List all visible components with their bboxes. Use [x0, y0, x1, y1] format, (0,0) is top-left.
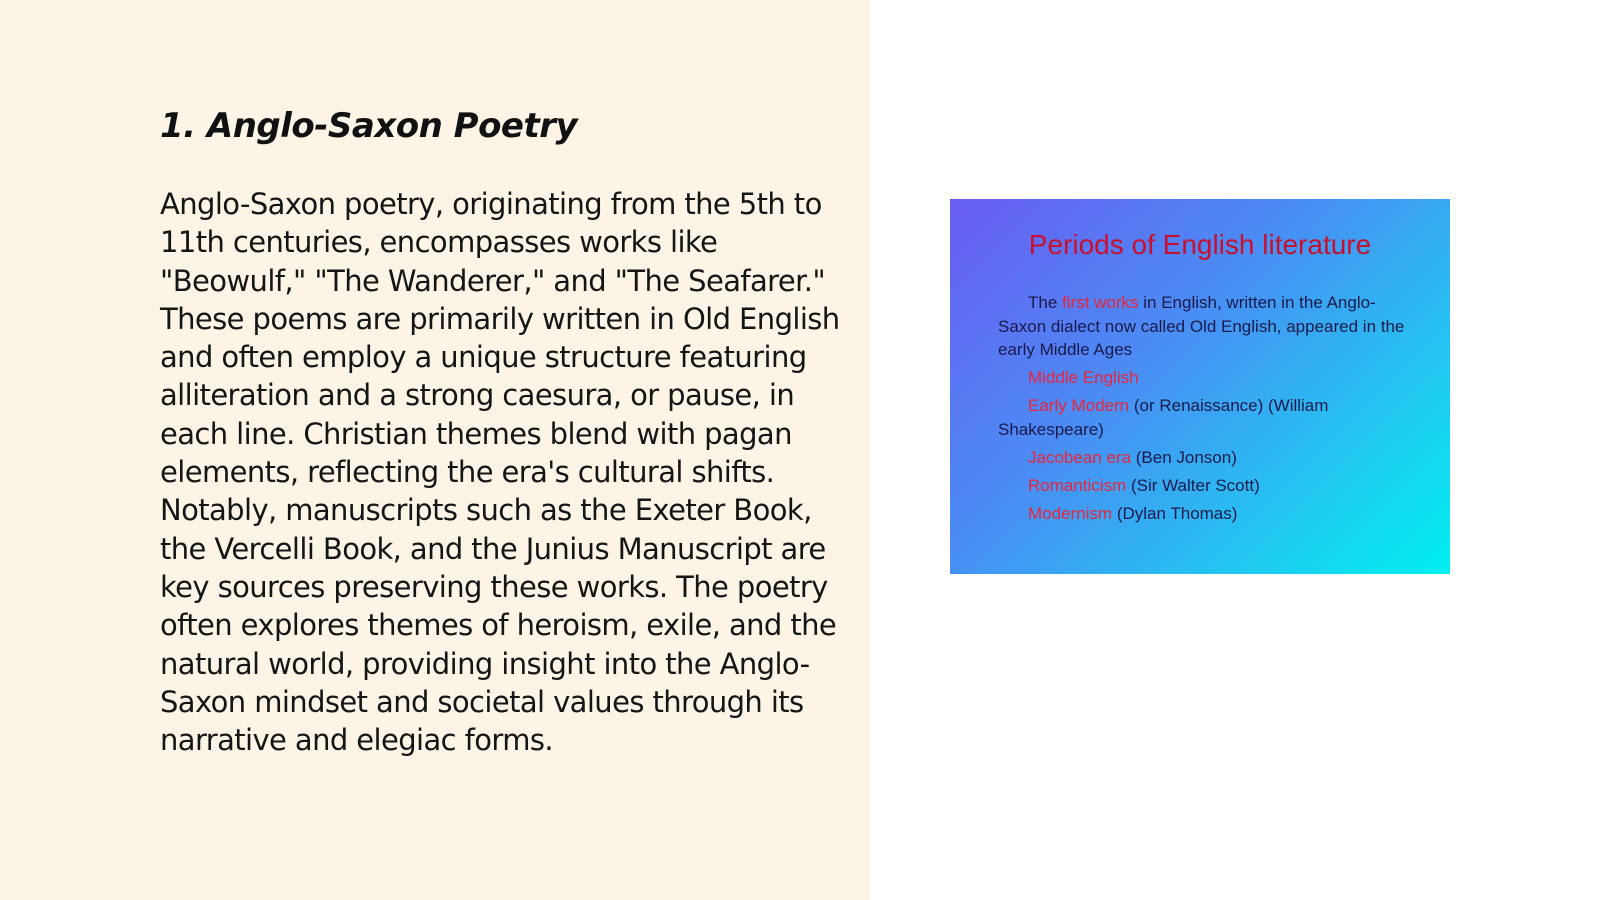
list-item-text: in English, written in the Anglo-Saxon dialect now called Old English, appeared in the early Middle Ages: [998, 293, 1405, 359]
embedded-slide-title: Periods of English literature: [1028, 229, 1372, 260]
list-item-text: (Sir Walter Scott): [1126, 475, 1260, 495]
list-item-text: (or Renaissance) (William Shakespeare): [998, 396, 1329, 439]
list-item-text: (Ben Jonson): [1131, 447, 1237, 467]
slide-body-text: Anglo-Saxon poetry, originating from the 5th to 11th centuries, encompasses works like "Beowulf," "The Wanderer," and "The Seafarer." These poems are primarily written in Old English and often employ a unique structure featuring alliteration and a strong caesura, or pause, in each line. Christian themes blend with pagan elements, reflecting the era's cultural shifts. Notably, manuscripts such as the Exeter Book, the Vercelli Book, and the Junius Manuscript are key sources preserving these works. The poetry often explores themes of heroism, exile, and the natural world, providing insight into the Anglo-Saxon mindset and societal values through its narrative and elegiac forms.: [160, 187, 840, 758]
list-item-highlight: Modernism: [1028, 503, 1113, 523]
list-item-text: (Dylan Thomas): [1112, 503, 1238, 523]
list-item: [998, 446, 1418, 470]
list-item: [998, 502, 1418, 526]
embedded-slide-list: [998, 291, 1418, 530]
slide-title: 1. Anglo-Saxon Poetry: [160, 106, 578, 146]
list-item: [998, 394, 1418, 441]
list-item-text: The: [1028, 293, 1063, 312]
list-item: [998, 366, 1418, 390]
list-item-highlight: Middle English: [1028, 368, 1139, 387]
list-item: [998, 291, 1418, 362]
list-item-highlight: Early Modern: [1028, 396, 1130, 415]
list-item: [998, 474, 1418, 498]
list-item-highlight: first works: [1062, 293, 1139, 312]
list-item-highlight: Jacobean era: [1028, 447, 1132, 467]
embedded-slide-image: [950, 199, 1450, 574]
list-item-highlight: Romanticism: [1028, 475, 1127, 495]
